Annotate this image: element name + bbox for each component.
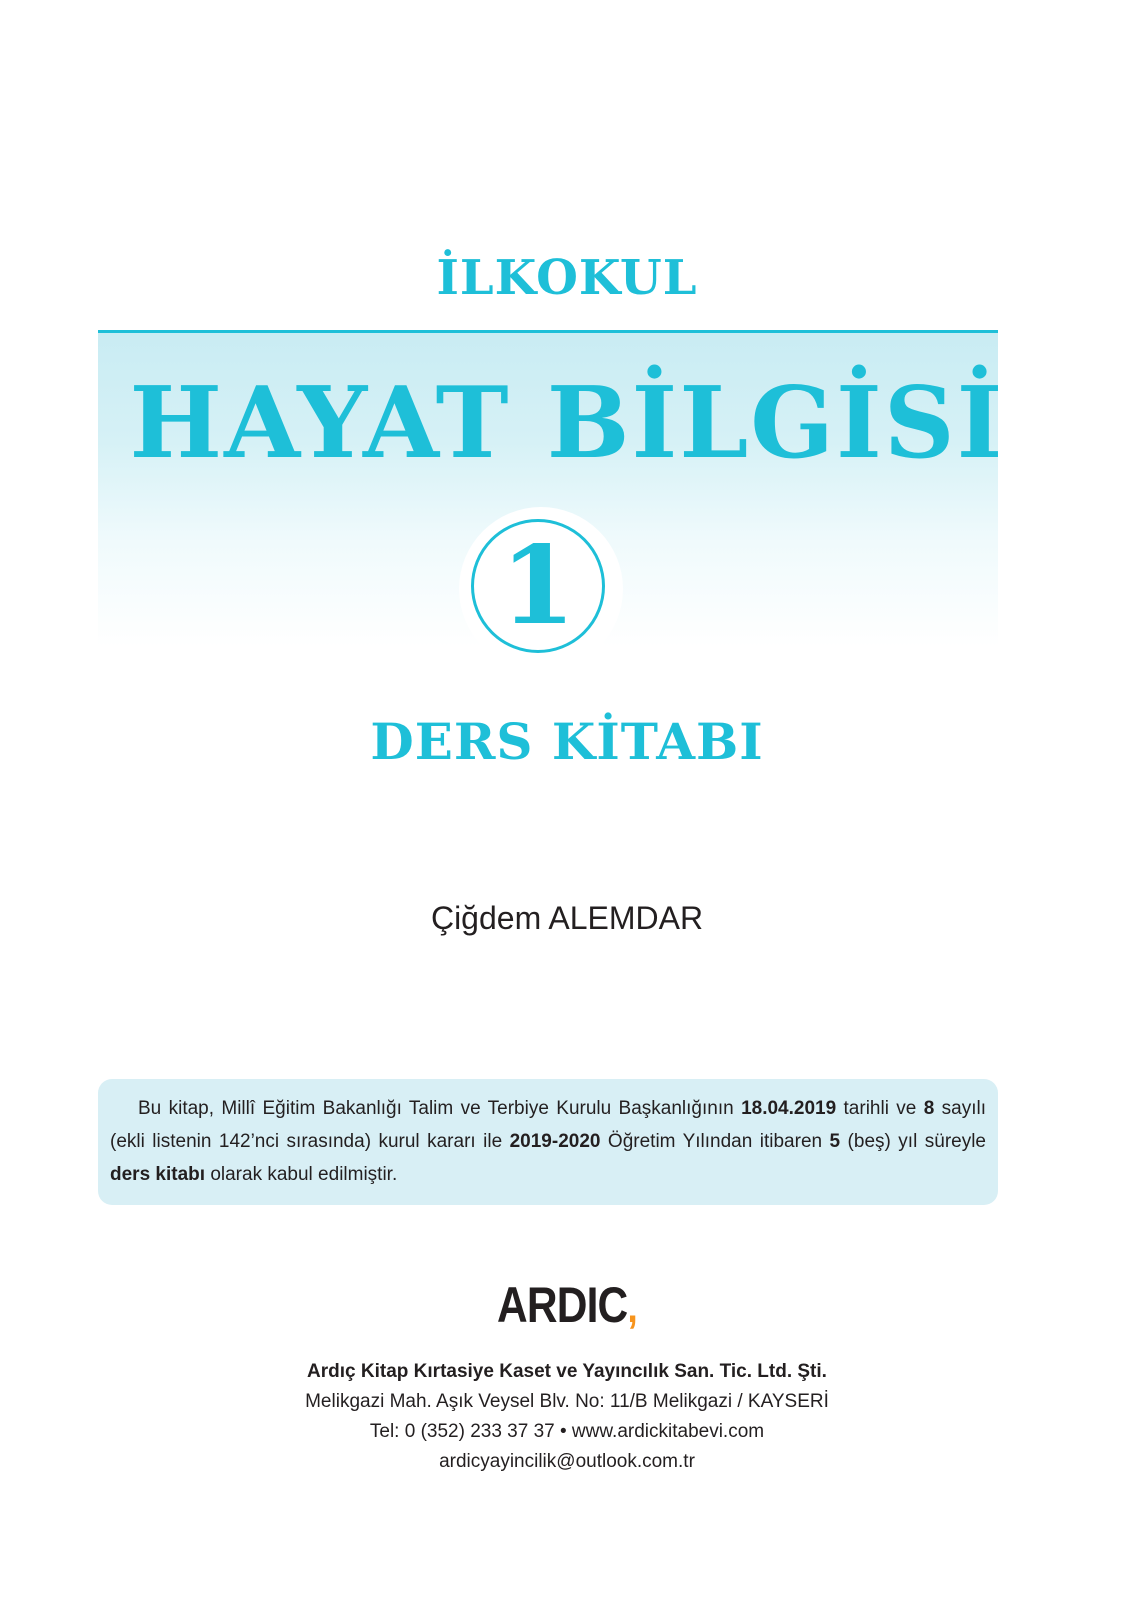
publisher-email: ardicyayincilik@outlook.com.tr	[439, 1451, 695, 1472]
book-subtitle: DERS KİTABI	[370, 712, 764, 771]
approval-notice	[98, 1079, 998, 1205]
publisher-info	[0, 1357, 1134, 1477]
approval-duration: 5	[829, 1131, 841, 1152]
approval-text-2: tarihli ve	[836, 1098, 924, 1119]
level-heading: İLKOKUL	[436, 250, 698, 306]
publisher-logo	[85, 1276, 1049, 1334]
approval-text-5: (beş) yıl süreyle	[840, 1131, 986, 1152]
approval-text	[110, 1092, 986, 1191]
approval-text-4: Öğretim Yılından itibaren	[600, 1131, 830, 1152]
publisher-contact: Tel: 0 (352) 233 37 37 • www.ardickitabevi.com	[369, 1421, 765, 1442]
book-title: HAYAT BİLGİSİ	[129, 366, 1005, 481]
approval-date: 18.04.2019	[741, 1098, 837, 1119]
grade-number: 1	[500, 523, 576, 649]
publisher-logo-text: ARDIC	[497, 1277, 628, 1333]
approval-text-3: sayılı (ekli listenin 142’nci sırasında) kurul kararı ile	[110, 1098, 987, 1152]
academic-year: 2019-2020	[509, 1131, 601, 1152]
approval-text-6: olarak kabul edilmiştir.	[205, 1164, 398, 1185]
book-type: ders kitabı	[110, 1164, 206, 1185]
publisher-logo-mark: ,	[627, 1283, 637, 1332]
approval-text-1: Bu kitap, Millî Eğitim Bakanlığı Talim ve Terbiye Kurulu Başkanlığının	[138, 1098, 742, 1119]
author-name: Çiğdem ALEMDAR	[430, 900, 704, 936]
grade-badge	[471, 519, 605, 653]
publisher-name: Ardıç Kitap Kırtasiye Kaset ve Yayıncılık San. Tic. Ltd. Şti.	[307, 1361, 827, 1382]
publisher-address: Melikgazi Mah. Aşık Veysel Blv. No: 11/B Melikgazi / KAYSERİ	[305, 1391, 829, 1412]
decision-number: 8	[923, 1098, 935, 1119]
